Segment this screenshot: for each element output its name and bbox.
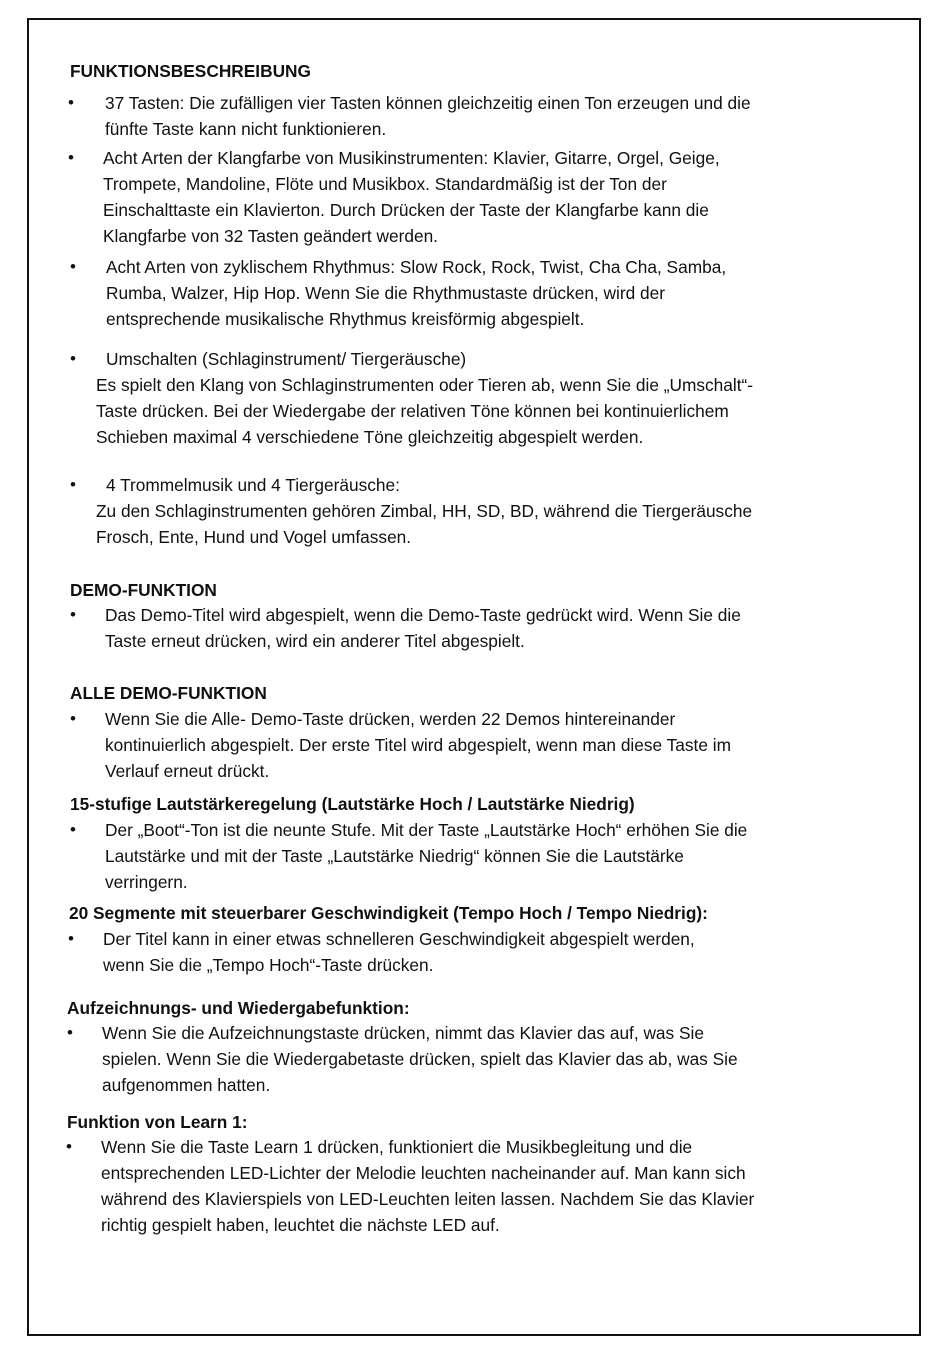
- list-item: Der Titel kann in einer etwas schnelleren Geschwindigkeit abgespielt werden, wenn Sie die „Tempo Hoch“-Taste drücken.: [103, 929, 695, 975]
- section-heading-aufzeichnung: Aufzeichnungs- und Wiedergabefunktion:: [67, 998, 410, 1018]
- section-heading-alle-demo: ALLE DEMO-FUNKTION: [70, 683, 267, 703]
- bullet-icon: •: [70, 475, 76, 494]
- list-item: Acht Arten von zyklischem Rhythmus: Slow Rock, Rock, Twist, Cha Cha, Samba, Rumba, Walzer, Hip Hop. Wenn Sie die Rhythmustaste drücken, wird der entsprechende musikalische Rhythmus kreisförmig abgespielt.: [106, 257, 727, 329]
- section-heading-funktionsbeschreibung: FUNKTIONSBESCHREIBUNG: [70, 61, 311, 81]
- list-item: Das Demo-Titel wird abgespielt, wenn die Demo-Taste gedrückt wird. Wenn Sie die Taste erneut drücken, wird ein anderer Titel abgespielt.: [105, 605, 741, 651]
- list-item: Wenn Sie die Taste Learn 1 drücken, funktioniert die Musikbegleitung und die entsprechenden LED-Lichter der Melodie leuchten nacheinander auf. Man kann sich während des Klavierspiels von LED-Leuchten leiten lassen. Nachdem Sie das Klavier richtig gespielt haben, leuchtet die nächste LED auf.: [101, 1137, 755, 1235]
- bullet-icon: •: [68, 148, 74, 167]
- section-heading-lautstaerke: 15-stufige Lautstärkeregelung (Lautstärke Hoch / Lautstärke Niedrig): [70, 794, 635, 814]
- list-item: 37 Tasten: Die zufälligen vier Tasten können gleichzeitig einen Ton erzeugen und die fünfte Taste kann nicht funktionieren.: [105, 93, 751, 139]
- bullet-icon: •: [70, 709, 76, 728]
- bullet-icon: •: [70, 605, 76, 624]
- list-item: Wenn Sie die Alle- Demo-Taste drücken, werden 22 Demos hintereinander kontinuierlich abgespielt. Der erste Titel wird abgespielt, wenn man diese Taste im Verlauf erneut drückt.: [105, 709, 731, 781]
- bullet-icon: •: [70, 349, 76, 368]
- section-heading-learn-1: Funktion von Learn 1:: [67, 1112, 248, 1132]
- list-item: Acht Arten der Klangfarbe von Musikinstrumenten: Klavier, Gitarre, Orgel, Geige, Trompete, Mandoline, Flöte und Musikbox. Standardmäßig ist der Ton der Einschalttaste ein Klavierton. Durch Drücken der Taste der Klangfarbe kann die Klangfarbe von 32 Tasten geändert werden.: [103, 148, 720, 246]
- list-item-body: Es spielt den Klang von Schlaginstrumenten oder Tieren ab, wenn Sie die „Umschalt“- Taste drücken. Bei der Wiedergabe der relativen Töne können bei kontinuierlichem Schieben maximal 4 verschiedene Töne gleichzeitig abgespielt werden.: [96, 375, 754, 447]
- list-item: Wenn Sie die Aufzeichnungstaste drücken, nimmt das Klavier das auf, was Sie spielen. Wenn Sie die Wiedergabetaste drücken, spielt das Klavier das ab, was Sie aufgenommen hatten.: [102, 1023, 738, 1095]
- bullet-icon: •: [70, 820, 76, 839]
- list-item-title: Umschalten (Schlaginstrument/ Tiergeräusche): [106, 349, 467, 369]
- list-item: Der „Boot“-Ton ist die neunte Stufe. Mit der Taste „Lautstärke Hoch“ erhöhen Sie die Lautstärke und mit der Taste „Lautstärke Niedrig“ können Sie die Lautstärke verringern.: [105, 820, 748, 892]
- bullet-icon: •: [68, 929, 74, 948]
- section-heading-tempo: 20 Segmente mit steuerbarer Geschwindigkeit (Tempo Hoch / Tempo Niedrig):: [69, 903, 708, 923]
- list-item-body: Zu den Schlaginstrumenten gehören Zimbal, HH, SD, BD, während die Tiergeräusche Frosch, Ente, Hund und Vogel umfassen.: [96, 501, 753, 547]
- bullet-icon: •: [67, 1023, 73, 1042]
- section-heading-demo: DEMO-FUNKTION: [70, 580, 217, 600]
- bullet-icon: •: [66, 1137, 72, 1156]
- bullet-icon: •: [70, 257, 76, 276]
- list-item-title: 4 Trommelmusik und 4 Tiergeräusche:: [106, 475, 400, 495]
- bullet-icon: •: [68, 93, 74, 112]
